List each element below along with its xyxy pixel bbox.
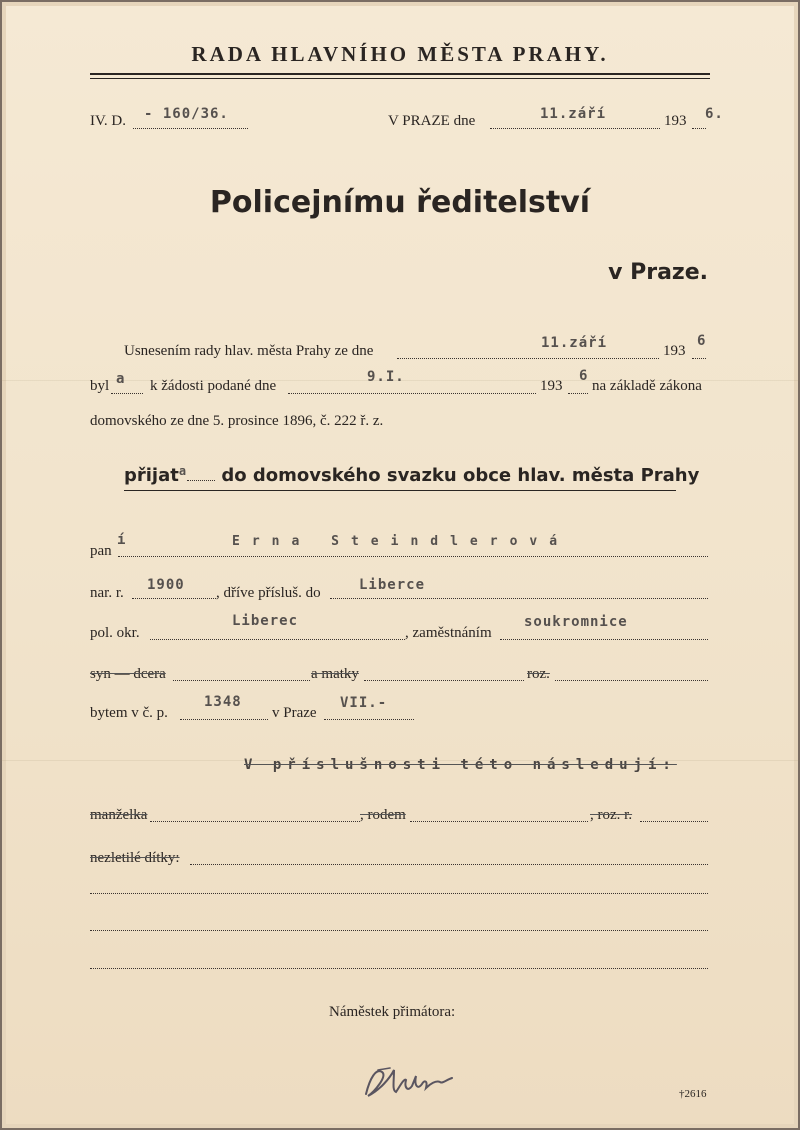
line2-suffix: a xyxy=(116,371,126,387)
dotted-line xyxy=(490,128,660,129)
born-label: nar. r. xyxy=(90,585,124,601)
line3: domovského ze dne 5. prosince 1896, č. 222 ř. z. xyxy=(90,413,384,429)
wife-label: manželka xyxy=(90,807,148,823)
reference-number: †2616 xyxy=(679,1088,707,1100)
praze-label: v Praze xyxy=(272,705,317,721)
dotted-line xyxy=(90,893,708,894)
addressee-city: v Praze. xyxy=(608,260,708,285)
dotted-line xyxy=(150,821,360,822)
dotted-line xyxy=(150,639,405,640)
followers-heading: V příslušnosti této následují: xyxy=(244,757,677,773)
born-typed: 1900 xyxy=(147,577,185,593)
dotted-line xyxy=(555,680,708,681)
pan-suffix: í xyxy=(117,532,127,548)
line2-year: 6 xyxy=(579,368,589,384)
dotted-line xyxy=(190,864,708,865)
dotted-line xyxy=(324,719,414,720)
dotted-line xyxy=(90,968,708,969)
place-label: V PRAZE dne xyxy=(388,113,476,129)
admission-underline xyxy=(124,490,676,491)
line2-year-prefix: 193 xyxy=(540,378,563,394)
dotted-line xyxy=(500,639,708,640)
ref-number: - 160/36. xyxy=(144,106,229,122)
dotted-line xyxy=(692,358,706,359)
line2-label: k žádosti podané dne xyxy=(150,378,277,394)
resolution-year-prefix: 193 xyxy=(663,343,686,359)
signature-image xyxy=(360,1058,460,1104)
mother-label: a matky xyxy=(311,666,359,682)
occupation-label: , zaměstnáním xyxy=(405,625,492,641)
dotted-line xyxy=(180,719,268,720)
year-typed: 6. xyxy=(705,106,724,122)
dotted-line xyxy=(397,358,659,359)
district-label: pol. okr. xyxy=(90,625,140,641)
document-header: RADA HLAVNÍHO MĚSTA PRAHY. xyxy=(191,42,609,66)
signer-label: Náměstek přimátora: xyxy=(329,1004,456,1020)
admission-prefix: přijat xyxy=(124,465,179,486)
residence-label: bytem v č. p. xyxy=(90,705,168,721)
resolution-date: 11.září xyxy=(541,335,608,351)
praha-district-typed: VII.- xyxy=(340,695,388,711)
pan-label: pan xyxy=(90,543,112,559)
son-label: syn — dcera xyxy=(90,666,166,682)
dotted-line xyxy=(90,930,708,931)
year-prefix: 193 xyxy=(664,113,687,129)
line2-date: 9.I. xyxy=(367,369,405,385)
resolution-line1: Usnesením rady hlav. města Prahy ze dne xyxy=(124,343,374,359)
house-typed: 1348 xyxy=(204,694,242,710)
occupation-typed: soukromnice xyxy=(524,614,628,630)
ref-prefix: IV. D. xyxy=(90,113,126,129)
district-typed: Liberec xyxy=(232,613,299,629)
dotted-line xyxy=(568,393,588,394)
date-typed: 11.září xyxy=(540,106,607,122)
line2-prefix: byl xyxy=(90,378,110,394)
former-label: , dříve přísluš. do xyxy=(216,585,321,601)
dotted-line xyxy=(118,556,708,557)
dotted-line xyxy=(111,393,143,394)
admission-suffix: a xyxy=(178,464,188,478)
addressee-title: Policejnímu ředitelství xyxy=(209,185,591,220)
header-rule xyxy=(90,78,710,79)
dotted-line xyxy=(692,128,706,129)
rodem-label: , rodem xyxy=(360,807,406,823)
dotted-line xyxy=(330,598,708,599)
dotted-line xyxy=(173,680,310,681)
header-rule xyxy=(90,73,710,75)
wife-roz-label: , roz. r. xyxy=(590,807,633,823)
resolution-year: 6 xyxy=(697,333,707,349)
children-label: nezletilé dítky: xyxy=(90,850,180,866)
former-typed: Liberce xyxy=(359,577,426,593)
dotted-line xyxy=(410,821,588,822)
line2-after: na základě zákona xyxy=(592,378,702,394)
dotted-line xyxy=(364,680,524,681)
admission-text: do domovského svazku obce hlav. města Prahy xyxy=(221,465,700,486)
roz-label: roz. xyxy=(527,666,550,682)
admission-line xyxy=(124,465,699,486)
dotted-line xyxy=(288,393,536,394)
dotted-line xyxy=(133,128,248,129)
dotted-line xyxy=(132,598,216,599)
dotted-line xyxy=(640,821,708,822)
person-name: Erna Steindlerová xyxy=(232,534,570,549)
